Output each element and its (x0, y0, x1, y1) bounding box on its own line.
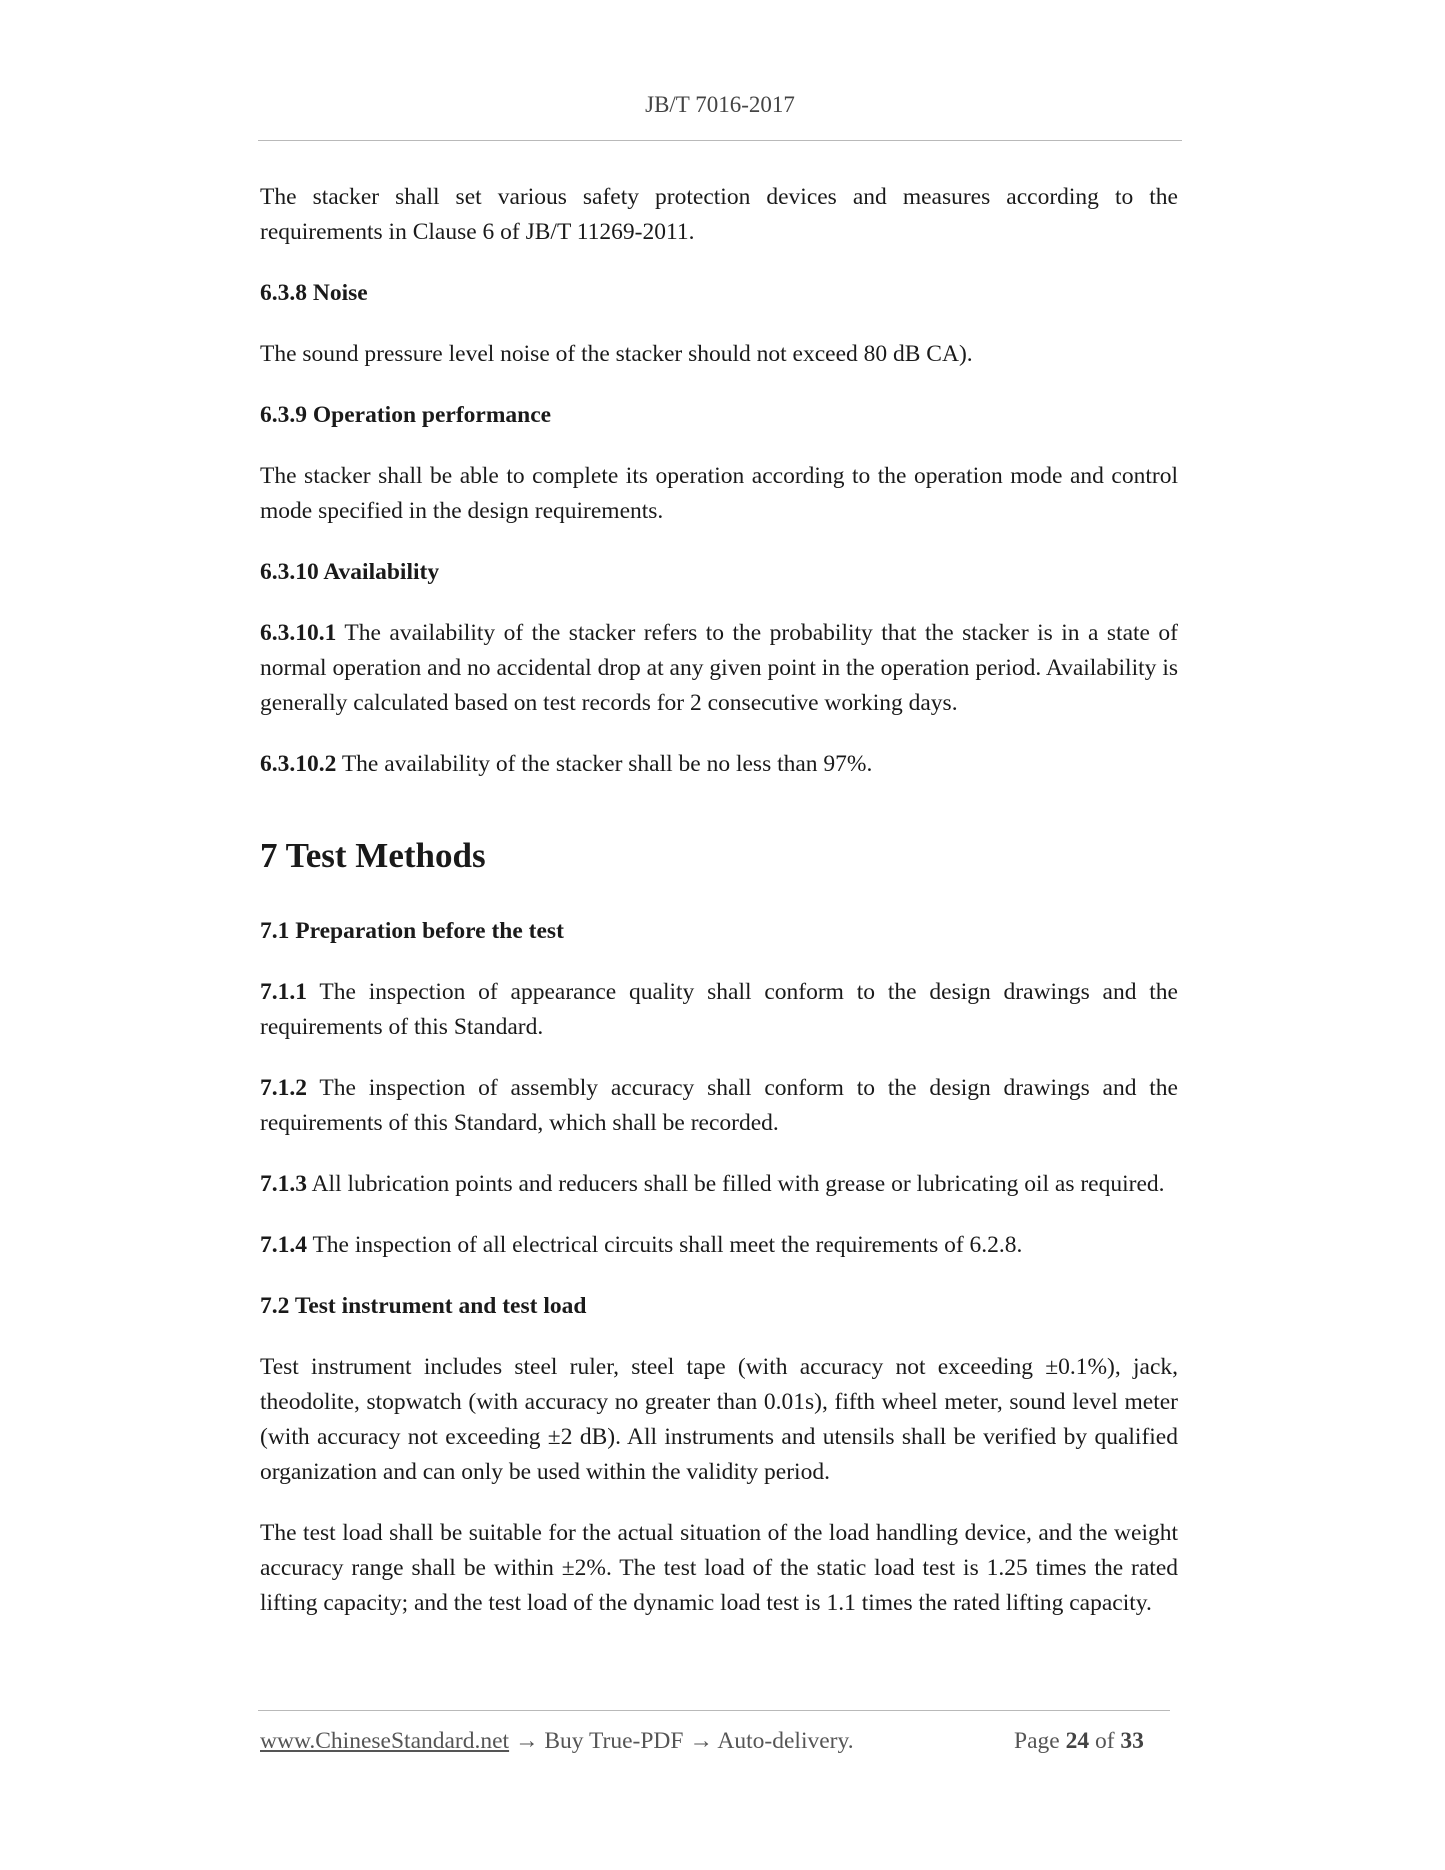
clause-text: The inspection of appearance quality shall conform to the design drawings and the requirements of this Standard. (260, 979, 1178, 1040)
header-divider (258, 140, 1182, 141)
arrow-right-icon: → (514, 1728, 539, 1754)
arrow-right-icon: → (689, 1728, 713, 1754)
auto-delivery-text: Auto-delivery. (717, 1728, 854, 1754)
paragraph-6-3-10-1 (260, 616, 1178, 721)
clause-text: The inspection of all electrical circuits shall meet the requirements of 6.2.8. (307, 1232, 1023, 1258)
of-label: of (1094, 1728, 1115, 1754)
paragraph-intro: The stacker shall set various safety protection devices and measures according to the requirements in Clause 6 of JB/T 11269-2011. (260, 184, 1178, 245)
page-number: 24 (1065, 1728, 1090, 1754)
heading-7-2: 7.2 Test instrument and test load (260, 1293, 587, 1319)
paragraph-7-2-load: The test load shall be suitable for the actual situation of the load handling device, and the weight accuracy range shall be within ±2%. The test load of the static load test is 1.25 times the rated lifting capacity; and the test load of the dynamic load test is 1.1 times the rated lifting capacity. (260, 1520, 1178, 1616)
page-total: 33 (1120, 1728, 1144, 1754)
paragraph-6-3-9: The stacker shall be able to complete its operation according to the operation mode and control mode specified in the design requirements. (260, 463, 1178, 524)
clause-number: 7.1.2 (260, 1075, 307, 1101)
heading-6-3-9: 6.3.9 Operation performance (260, 402, 552, 428)
buy-true-pdf-text: Buy True-PDF (544, 1728, 684, 1754)
clause-number: 6.3.10.1 (260, 620, 337, 646)
paragraph-7-1-4 (260, 1228, 1178, 1263)
heading-6-3-10: 6.3.10 Availability (260, 559, 440, 585)
footer-divider (258, 1710, 1170, 1711)
site-link[interactable]: www.ChineseStandard.net (260, 1728, 510, 1754)
clause-number: 6.3.10.2 (260, 751, 337, 777)
paragraph-7-1-2 (260, 1071, 1178, 1141)
heading-6-3-8: 6.3.8 Noise (260, 280, 368, 306)
clause-text: The inspection of assembly accuracy shall conform to the design drawings and the requirements of this Standard, which shall be recorded. (260, 1075, 1178, 1136)
heading-7-1: 7.1 Preparation before the test (260, 918, 564, 944)
document-header: JB/T 7016-2017 (645, 92, 795, 117)
page-label: Page (1014, 1728, 1060, 1754)
clause-text: The availability of the stacker shall be no less than 97%. (336, 751, 873, 777)
paragraph-6-3-10-2 (260, 747, 1178, 782)
page-indicator (1014, 1728, 1144, 1755)
heading-7-test-methods: 7 Test Methods (260, 836, 486, 875)
paragraph-7-2-instruments: Test instrument includes steel ruler, steel tape (with accuracy not exceeding ±0.1%), jack, theodolite, stopwatch (with accuracy no greater than 0.01s), fifth wheel meter, sound level meter (with accuracy not exceeding ±2 dB). All instruments and utensils shall be verified by qualified organization and can only be used within the validity period. (260, 1354, 1178, 1485)
clause-number: 7.1.1 (260, 979, 307, 1005)
clause-text: The availability of the stacker refers to the probability that the stacker is in a state of normal operation and no accidental drop at any given point in the operation period. Availability is generally calculated based on test records for 2 consecutive working days. (260, 620, 1178, 716)
clause-number: 7.1.3 (260, 1171, 307, 1197)
footer-promo (260, 1728, 854, 1755)
clause-number: 7.1.4 (260, 1232, 307, 1258)
paragraph-6-3-8: The sound pressure level noise of the stacker should not exceed 80 dB CA). (260, 341, 973, 367)
paragraph-7-1-3 (260, 1167, 1178, 1202)
clause-text: All lubrication points and reducers shall be filled with grease or lubricating oil as required. (307, 1171, 1165, 1197)
paragraph-7-1-1 (260, 975, 1178, 1045)
document-body (260, 180, 1178, 1647)
